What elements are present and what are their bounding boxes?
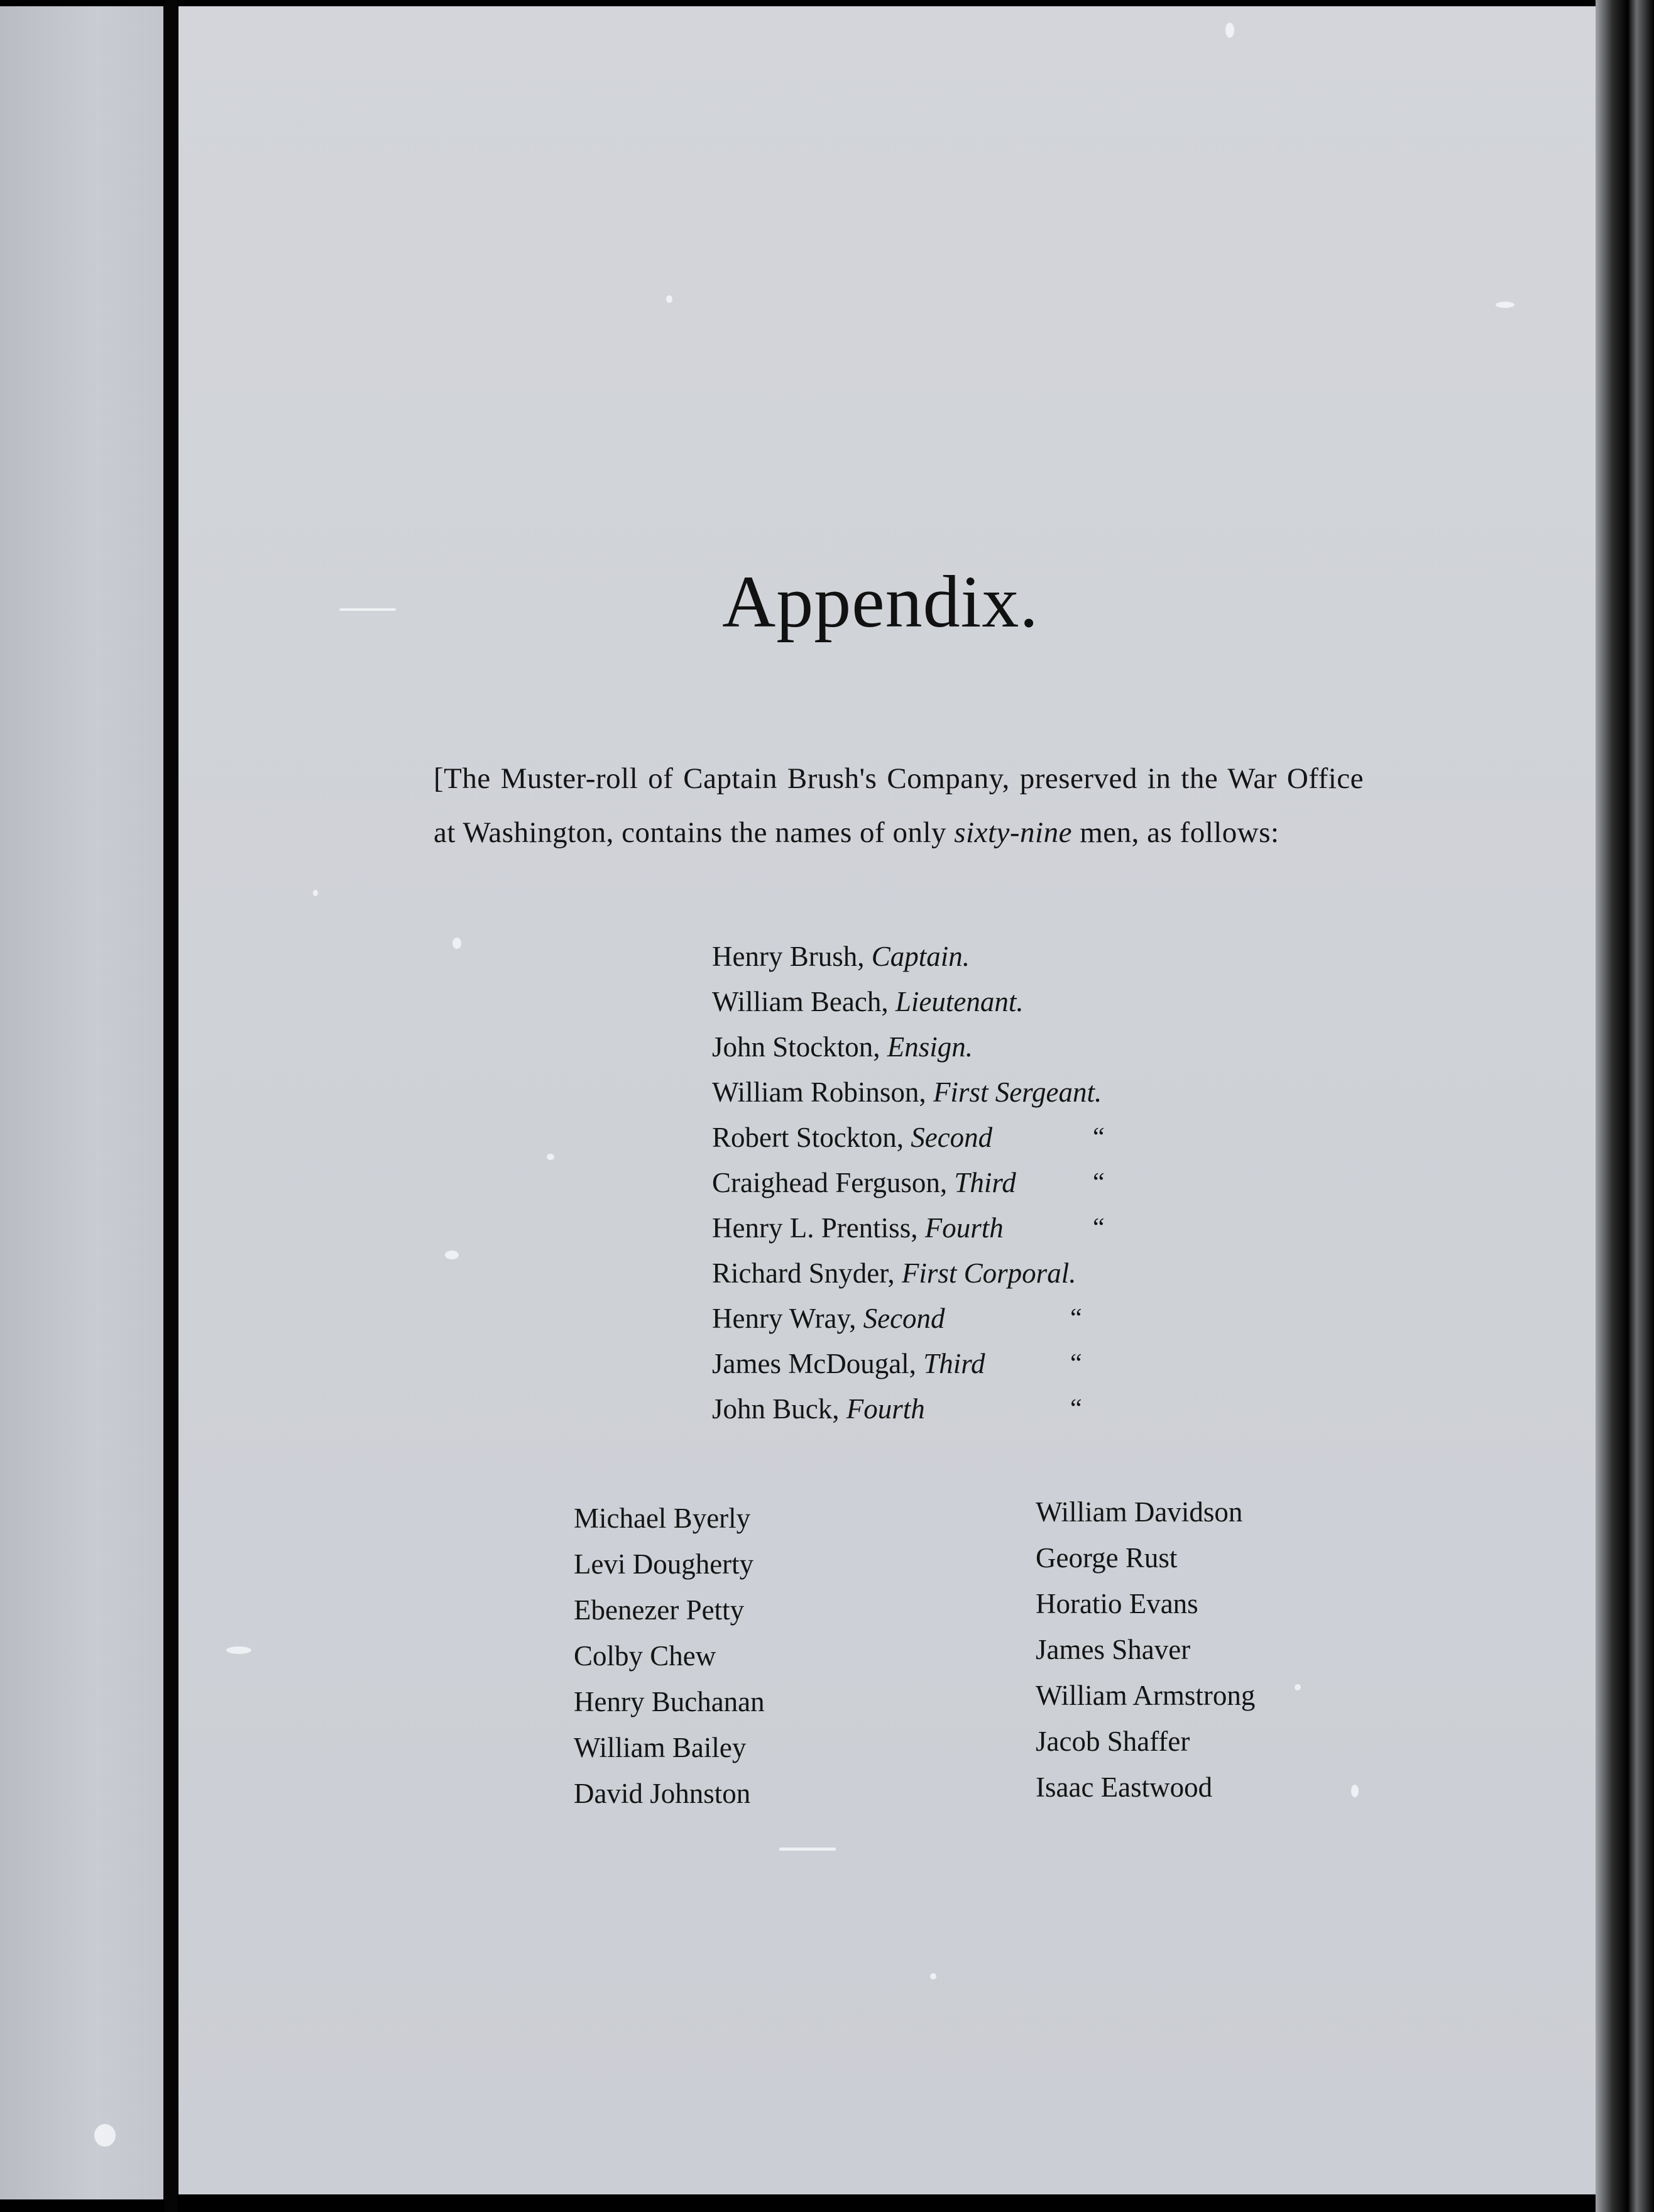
- officer-row: [712, 1386, 1102, 1432]
- officer-row: [712, 1024, 1102, 1070]
- private-name: Ebenezer Petty: [574, 1594, 745, 1626]
- officer-rank: Ensign.: [887, 1031, 973, 1063]
- scan-speck: [1496, 302, 1514, 308]
- officer-row: [712, 1296, 1102, 1341]
- officer-rank: First Corporal.: [901, 1257, 1076, 1289]
- officer-rank: Second: [863, 1303, 945, 1334]
- officer-row: [712, 1251, 1102, 1296]
- private-name: Jacob Shaffer: [1036, 1726, 1190, 1757]
- officer-name: John Stockton,: [712, 1031, 880, 1063]
- scan-speck: [547, 1154, 554, 1160]
- officer-name: Robert Stockton,: [712, 1122, 904, 1153]
- officer-name: William Beach,: [712, 986, 889, 1017]
- officer-rank: Lieutenant.: [895, 986, 1024, 1017]
- ditto-mark: “: [1070, 1394, 1082, 1423]
- officer-name: William Robinson,: [712, 1076, 926, 1108]
- officer-rank: Fourth: [846, 1393, 925, 1425]
- officer-name: Henry L. Prentiss,: [712, 1212, 918, 1244]
- officer-row: [712, 1205, 1105, 1251]
- ditto-mark: “: [1070, 1349, 1082, 1378]
- officer-row: [712, 1160, 1105, 1205]
- scan-speck: [1225, 23, 1234, 38]
- officer-rank: Third: [954, 1167, 1016, 1198]
- private-name: William Davidson: [1036, 1496, 1243, 1528]
- officer-row: [712, 979, 1102, 1024]
- scan-speck: [930, 1973, 936, 1979]
- officer-rank: Captain.: [871, 941, 970, 972]
- intro-emphasis: sixty-nine: [954, 816, 1072, 849]
- ditto-mark: “: [1093, 1123, 1105, 1152]
- scan-speck: [452, 938, 461, 949]
- scan-speck: [445, 1251, 459, 1259]
- intro-text-after: men, as follows:: [1071, 816, 1279, 849]
- officer-name: John Buck,: [712, 1393, 840, 1425]
- officer-name: Craighead Ferguson,: [712, 1167, 948, 1198]
- private-name: Horatio Evans: [1036, 1588, 1198, 1619]
- officers-list: [712, 934, 1105, 1432]
- private-name: Levi Dougherty: [574, 1548, 754, 1580]
- binding-gutter: [165, 0, 177, 2212]
- facing-page-strip: [0, 6, 163, 2199]
- ditto-mark: “: [1070, 1304, 1082, 1333]
- privates-left-column: [574, 1496, 765, 1817]
- private-name: William Bailey: [574, 1732, 747, 1763]
- scan-speck: [94, 2124, 116, 2147]
- officer-row: [712, 1341, 1102, 1386]
- officer-name: Richard Snyder,: [712, 1257, 895, 1289]
- intro-paragraph: [434, 752, 1364, 860]
- officer-rank: Second: [911, 1122, 993, 1153]
- private-name: Michael Byerly: [574, 1503, 751, 1534]
- private-name: Henry Buchanan: [574, 1686, 765, 1717]
- page-right-edge: [1596, 0, 1654, 2212]
- officer-row: [712, 1070, 1102, 1115]
- ditto-mark: “: [1093, 1168, 1105, 1197]
- scan-speck: [1351, 1785, 1359, 1797]
- officer-rank: First Sergeant.: [933, 1076, 1102, 1108]
- ditto-mark: “: [1093, 1213, 1105, 1242]
- private-name: David Johnston: [574, 1778, 751, 1809]
- officer-rank: Third: [923, 1348, 985, 1379]
- officer-row: [712, 1115, 1105, 1160]
- private-name: William Armstrong: [1036, 1680, 1256, 1711]
- private-name: Isaac Eastwood: [1036, 1771, 1213, 1803]
- scan-speck: [1295, 1684, 1301, 1690]
- private-name: Colby Chew: [574, 1640, 716, 1672]
- scan-speck: [666, 295, 672, 303]
- private-name: George Rust: [1036, 1542, 1178, 1574]
- scan-speck: [779, 1848, 836, 1851]
- officer-name: Henry Wray,: [712, 1303, 857, 1334]
- intro-text-before: [The Muster-roll of Captain Brush's Company, preserved in the War Office at Washington, contains the names of only: [434, 762, 1364, 849]
- scan-speck: [226, 1646, 251, 1654]
- scan-speck: [313, 890, 318, 896]
- officer-name: James McDougal,: [712, 1348, 916, 1379]
- private-name: James Shaver: [1036, 1634, 1191, 1665]
- officer-rank: Fourth: [924, 1212, 1004, 1244]
- officer-row: [712, 934, 1102, 979]
- privates-right-column: [1036, 1489, 1255, 1810]
- page-title: Appendix.: [722, 561, 1039, 643]
- officer-name: Henry Brush,: [712, 941, 865, 972]
